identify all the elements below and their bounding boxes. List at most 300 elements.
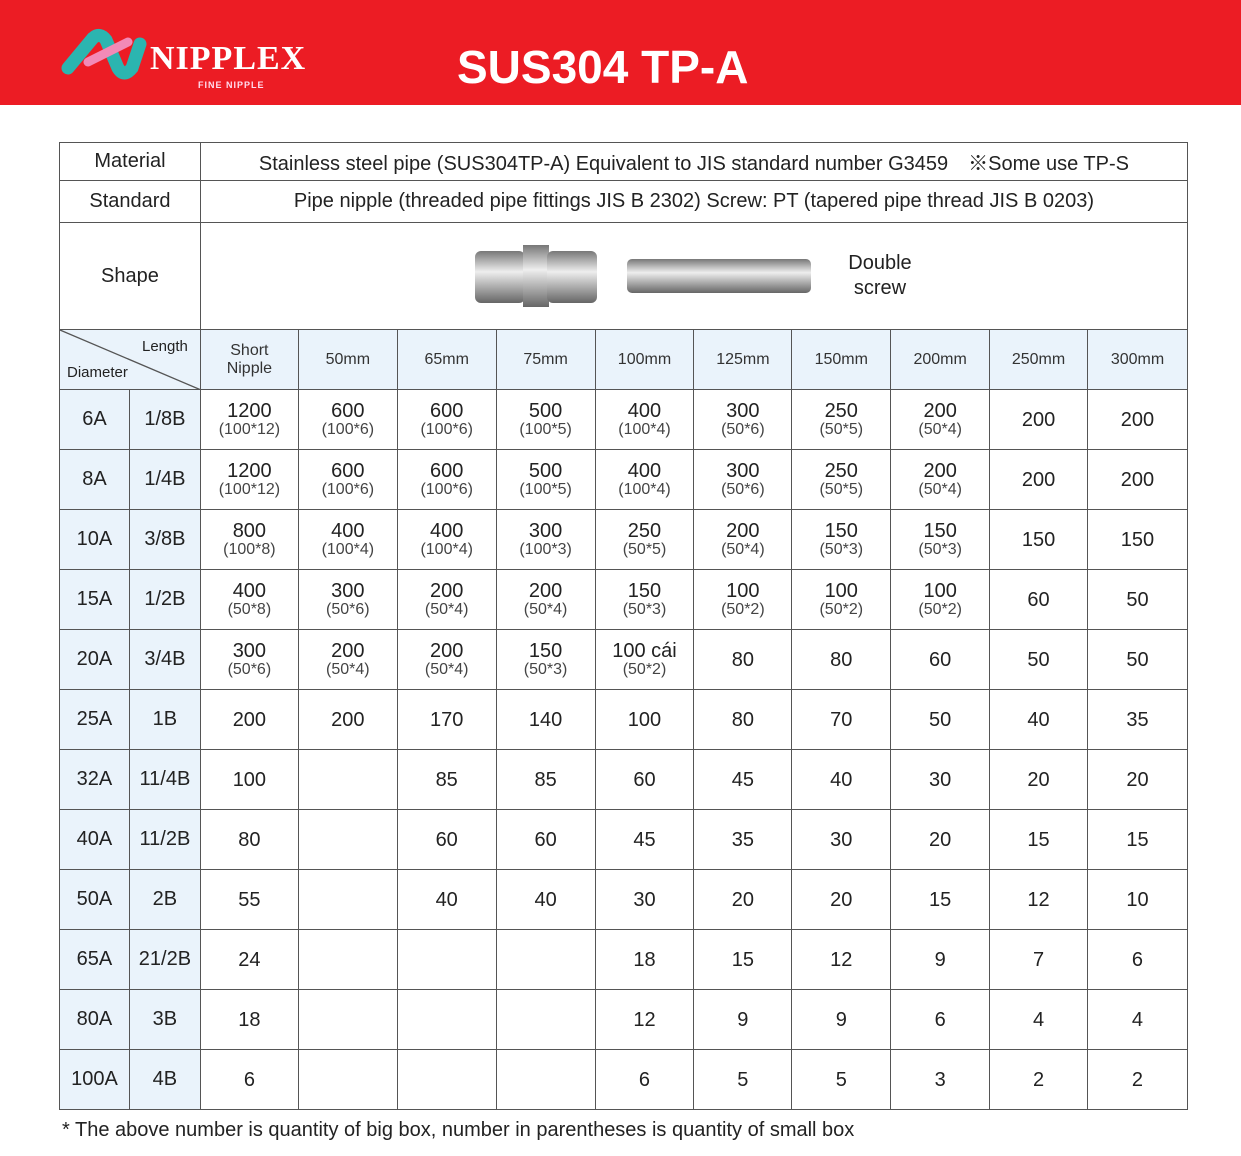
small-box-qty: (50*4) <box>918 480 962 498</box>
big-box-qty: 15 <box>1027 828 1050 851</box>
quantity-cell <box>595 750 694 810</box>
quantity-cell <box>792 990 891 1050</box>
small-box-qty: (50*3) <box>523 660 568 678</box>
small-box-qty: (50*4) <box>523 600 568 618</box>
quantity-cell <box>792 630 891 690</box>
big-box-qty: 100 <box>627 708 662 731</box>
big-box-qty: 20 <box>1027 768 1050 791</box>
quantity-cell <box>496 870 595 930</box>
table-row <box>60 630 1188 690</box>
quantity-cell <box>200 450 298 510</box>
quantity-cell <box>595 450 694 510</box>
big-box-qty: 200 <box>430 639 464 662</box>
big-box-qty: 500 <box>528 399 563 422</box>
quantity-cell <box>891 450 990 510</box>
quantity-cell <box>496 570 595 630</box>
quantity-cell <box>298 390 397 450</box>
quantity-cell <box>496 630 595 690</box>
diameter-b: 1/8B <box>129 390 200 450</box>
big-box-qty: 250 <box>627 519 662 542</box>
quantity-cell <box>891 930 990 990</box>
big-box-qty: 300 <box>726 399 760 422</box>
header-banner <box>0 0 1241 105</box>
brand-tagline: FINE NIPPLE <box>198 80 265 90</box>
quantity-cell <box>595 870 694 930</box>
big-box-qty: 800 <box>232 519 267 542</box>
big-box-qty: 20 <box>731 888 754 911</box>
big-box-qty: 300 <box>232 639 267 662</box>
quantity-cell <box>595 390 694 450</box>
quantity-cell <box>496 1050 595 1110</box>
quantity-cell <box>200 870 298 930</box>
quantity-cell <box>595 810 694 870</box>
big-box-qty: 600 <box>430 399 464 422</box>
quantity-cell <box>694 450 792 510</box>
quantity-cell <box>496 750 595 810</box>
quantity-cell <box>200 810 298 870</box>
quantity-cell <box>397 810 496 870</box>
table-row <box>60 690 1188 750</box>
small-box-qty: (50*6) <box>721 480 765 498</box>
column-header: 50mm <box>298 330 397 390</box>
quantity-cell <box>1087 630 1187 690</box>
big-box-qty: 80 <box>731 708 754 731</box>
small-box-qty: (50*2) <box>622 660 667 678</box>
diameter-b: 4B <box>129 1050 200 1110</box>
quantity-cell <box>891 990 990 1050</box>
diameter-a: 65A <box>60 930 130 990</box>
quantity-cell <box>397 1050 496 1110</box>
quantity-cell <box>990 570 1088 630</box>
big-box-qty: 140 <box>528 708 563 731</box>
quantity-cell <box>694 570 792 630</box>
table-row <box>60 990 1188 1050</box>
quantity-cell <box>496 390 595 450</box>
small-box-qty: (50*6) <box>721 420 765 438</box>
spec-table <box>59 142 1188 1110</box>
column-header: 200mm <box>891 330 990 390</box>
diameter-a: 40A <box>60 810 130 870</box>
big-box-qty: 200 <box>1021 408 1056 431</box>
small-box-qty: (100*8) <box>223 540 276 558</box>
big-box-qty: 250 <box>824 399 858 422</box>
quantity-cell <box>496 930 595 990</box>
brand-name: NIPPLEX <box>150 40 307 77</box>
small-box-qty: (50*4) <box>326 660 370 678</box>
material-value: Stainless steel pipe (SUS304TP-A) Equivalent to JIS standard number G3459 ※Some use TP-S <box>200 143 1187 181</box>
big-box-qty: 200 <box>923 399 957 422</box>
long-nipple-image <box>625 253 813 299</box>
quantity-cell <box>792 750 891 810</box>
quantity-cell <box>990 1050 1088 1110</box>
big-box-qty: 40 <box>1027 708 1050 731</box>
big-box-qty: 80 <box>830 648 853 671</box>
big-box-qty: 300 <box>528 519 563 542</box>
quantity-cell <box>200 510 298 570</box>
small-box-qty: (100*6) <box>321 480 375 498</box>
quantity-cell <box>891 1050 990 1110</box>
quantity-cell <box>298 630 397 690</box>
quantity-cell <box>200 930 298 990</box>
small-box-qty: (50*4) <box>424 660 469 678</box>
column-header: 250mm <box>990 330 1088 390</box>
quantity-cell <box>990 870 1088 930</box>
big-box-qty: 170 <box>430 708 464 731</box>
small-box-qty: (50*2) <box>918 600 962 618</box>
big-box-qty: 200 <box>331 639 365 662</box>
diameter-b: 1B <box>129 690 200 750</box>
quantity-cell <box>792 690 891 750</box>
standard-row <box>60 181 1188 223</box>
quantity-cell <box>200 630 298 690</box>
big-box-qty: 6 <box>243 1068 255 1091</box>
quantity-cell <box>595 630 694 690</box>
column-header-row <box>60 330 1188 390</box>
quantity-cell <box>990 810 1088 870</box>
quantity-cell <box>990 450 1088 510</box>
big-box-qty: 45 <box>633 828 656 851</box>
column-header: 75mm <box>496 330 595 390</box>
diameter-a: 15A <box>60 570 130 630</box>
quantity-cell <box>397 570 496 630</box>
diameter-b: 1/2B <box>129 570 200 630</box>
quantity-cell <box>694 630 792 690</box>
big-box-qty: 24 <box>238 948 261 971</box>
column-header: 150mm <box>792 330 891 390</box>
small-box-qty: (100*4) <box>420 540 473 558</box>
big-box-qty: 1200 <box>227 399 272 422</box>
small-box-qty: (50*2) <box>819 600 864 618</box>
big-box-qty: 400 <box>331 519 365 542</box>
small-box-qty: (50*6) <box>227 660 272 678</box>
big-box-qty: 6 <box>638 1068 651 1091</box>
quantity-cell <box>694 1050 792 1110</box>
big-box-qty: 3 <box>934 1068 946 1091</box>
quantity-cell <box>397 930 496 990</box>
shape-cell <box>200 223 1187 330</box>
quantity-cell <box>397 390 496 450</box>
big-box-qty: 40 <box>534 888 557 911</box>
big-box-qty: 80 <box>731 648 754 671</box>
small-box-qty: (100*12) <box>218 420 281 438</box>
small-box-qty: (50*5) <box>819 420 864 438</box>
big-box-qty: 200 <box>1021 468 1056 491</box>
diameter-a: 8A <box>60 450 130 510</box>
quantity-cell <box>397 990 496 1050</box>
diameter-a: 32A <box>60 750 130 810</box>
quantity-cell <box>1087 990 1187 1050</box>
big-box-qty: 50 <box>1027 648 1050 671</box>
diameter-b: 11/4B <box>129 750 200 810</box>
column-header: 65mm <box>397 330 496 390</box>
standard-label: Standard <box>60 181 201 223</box>
quantity-cell <box>1087 1050 1187 1110</box>
big-box-qty: 150 <box>1120 528 1155 551</box>
table-row <box>60 810 1188 870</box>
quantity-cell <box>1087 930 1187 990</box>
small-box-qty: (100*5) <box>519 420 572 438</box>
standard-value: Pipe nipple (threaded pipe fittings JIS B 2302) Screw: PT (tapered pipe thread JIS B 0203) <box>200 181 1187 223</box>
material-label: Material <box>60 143 201 181</box>
quantity-cell <box>694 930 792 990</box>
small-box-qty: (50*6) <box>326 600 370 618</box>
big-box-qty: 40 <box>830 768 853 791</box>
shape-caption: Double screw <box>848 252 912 299</box>
quantity-cell <box>298 450 397 510</box>
small-box-qty: (100*5) <box>519 480 572 498</box>
diameter-a: 100A <box>60 1050 130 1110</box>
small-box-qty: (50*4) <box>918 420 962 438</box>
big-box-qty: 200 <box>923 459 957 482</box>
quantity-cell <box>595 570 694 630</box>
quantity-cell <box>298 570 397 630</box>
small-box-qty: (50*5) <box>622 540 667 558</box>
diameter-a: 80A <box>60 990 130 1050</box>
big-box-qty: 60 <box>534 828 557 851</box>
quantity-cell <box>990 990 1088 1050</box>
small-box-qty: (50*4) <box>721 540 765 558</box>
big-box-qty: 30 <box>830 828 853 851</box>
big-box-qty: 9 <box>934 948 946 971</box>
quantity-cell <box>595 990 694 1050</box>
diameter-b: 21/2B <box>129 930 200 990</box>
shape-row <box>60 223 1188 330</box>
small-box-qty: (100*3) <box>519 540 572 558</box>
big-box-qty: 500 <box>528 459 563 482</box>
small-box-qty: (50*8) <box>227 600 272 618</box>
quantity-cell <box>595 690 694 750</box>
column-header: 100mm <box>595 330 694 390</box>
material-row <box>60 143 1188 181</box>
quantity-cell <box>792 450 891 510</box>
big-box-qty: 40 <box>435 888 458 911</box>
quantity-cell <box>990 690 1088 750</box>
big-box-qty: 200 <box>232 708 267 731</box>
small-box-qty: (50*2) <box>721 600 765 618</box>
quantity-cell <box>990 510 1088 570</box>
big-box-qty: 60 <box>929 648 952 671</box>
big-box-qty: 4 <box>1032 1008 1045 1031</box>
big-box-qty: 1200 <box>227 459 272 482</box>
page-title: SUS304 TP-A <box>457 41 749 93</box>
nipplex-logo <box>58 28 328 92</box>
quantity-cell <box>397 750 496 810</box>
small-box-qty: (100*4) <box>618 420 671 438</box>
big-box-qty: 55 <box>238 888 261 911</box>
big-box-qty: 85 <box>435 768 458 791</box>
small-box-qty: (50*3) <box>918 540 962 558</box>
big-box-qty: 18 <box>633 948 656 971</box>
quantity-cell <box>200 390 298 450</box>
diameter-b: 1/4B <box>129 450 200 510</box>
small-box-qty: (100*4) <box>618 480 671 498</box>
big-box-qty: 5 <box>835 1068 847 1091</box>
footnote: * The above number is quantity of big box, number in parentheses is quantity of small box <box>62 1119 855 1141</box>
small-box-qty: (100*6) <box>420 420 473 438</box>
quantity-cell <box>891 390 990 450</box>
small-box-qty: (50*4) <box>424 600 469 618</box>
quantity-cell <box>200 990 298 1050</box>
quantity-cell <box>990 930 1088 990</box>
big-box-qty: 200 <box>528 579 563 602</box>
quantity-cell <box>891 510 990 570</box>
quantity-cell <box>891 630 990 690</box>
quantity-cell <box>694 390 792 450</box>
big-box-qty: 5 <box>737 1068 749 1091</box>
quantity-cell <box>496 450 595 510</box>
quantity-cell <box>496 690 595 750</box>
table-row <box>60 570 1188 630</box>
big-box-qty: 200 <box>331 708 365 731</box>
big-box-qty: 15 <box>731 948 754 971</box>
big-box-qty: 150 <box>528 639 563 662</box>
quantity-cell <box>397 450 496 510</box>
diameter-b: 3B <box>129 990 200 1050</box>
diameter-a: 10A <box>60 510 130 570</box>
quantity-cell <box>595 510 694 570</box>
big-box-qty: 20 <box>1126 768 1149 791</box>
table-row <box>60 510 1188 570</box>
big-box-qty: 20 <box>929 828 952 851</box>
big-box-qty: 150 <box>1021 528 1056 551</box>
quantity-cell <box>595 930 694 990</box>
quantity-cell <box>792 870 891 930</box>
short-nipple-image <box>473 241 598 311</box>
big-box-qty: 100 cái <box>612 639 677 662</box>
length-label: Length <box>142 338 188 355</box>
quantity-cell <box>200 1050 298 1110</box>
big-box-qty: 9 <box>835 1008 847 1031</box>
quantity-cell <box>792 1050 891 1110</box>
big-box-qty: 200 <box>726 519 760 542</box>
big-box-qty: 15 <box>1126 828 1149 851</box>
quantity-cell <box>298 810 397 870</box>
quantity-cell <box>298 510 397 570</box>
big-box-qty: 12 <box>633 1008 656 1031</box>
big-box-qty: 400 <box>232 579 267 602</box>
quantity-cell <box>1087 870 1187 930</box>
quantity-cell <box>891 570 990 630</box>
big-box-qty: 70 <box>830 708 853 731</box>
big-box-qty: 6 <box>934 1008 946 1031</box>
quantity-cell <box>990 750 1088 810</box>
big-box-qty: 2 <box>1131 1068 1144 1091</box>
big-box-qty: 200 <box>1120 408 1155 431</box>
big-box-qty: 100 <box>232 768 267 791</box>
big-box-qty: 60 <box>1027 588 1050 611</box>
small-box-qty: (50*5) <box>819 480 864 498</box>
big-box-qty: 200 <box>1120 468 1155 491</box>
quantity-cell <box>792 810 891 870</box>
big-box-qty: 100 <box>923 579 957 602</box>
quantity-cell <box>891 810 990 870</box>
logo-mark-icon <box>58 28 148 84</box>
small-box-qty: (50*3) <box>819 540 864 558</box>
quantity-cell <box>694 870 792 930</box>
big-box-qty: 100 <box>824 579 858 602</box>
quantity-cell <box>694 510 792 570</box>
quantity-cell <box>990 390 1088 450</box>
table-row <box>60 1050 1188 1110</box>
big-box-qty: 12 <box>830 948 853 971</box>
quantity-cell <box>298 750 397 810</box>
big-box-qty: 80 <box>238 828 261 851</box>
quantity-cell <box>298 870 397 930</box>
big-box-qty: 60 <box>633 768 656 791</box>
big-box-qty: 600 <box>331 399 365 422</box>
big-box-qty: 20 <box>830 888 853 911</box>
big-box-qty: 6 <box>1131 948 1144 971</box>
big-box-qty: 150 <box>824 519 858 542</box>
column-header: Short Nipple <box>200 330 298 390</box>
quantity-cell <box>298 690 397 750</box>
quantity-cell <box>397 870 496 930</box>
quantity-cell <box>200 690 298 750</box>
big-box-qty: 50 <box>1126 648 1149 671</box>
big-box-qty: 200 <box>430 579 464 602</box>
quantity-cell <box>891 750 990 810</box>
big-box-qty: 12 <box>1027 888 1050 911</box>
quantity-cell <box>298 990 397 1050</box>
quantity-cell <box>1087 390 1187 450</box>
diameter-b: 2B <box>129 870 200 930</box>
big-box-qty: 45 <box>731 768 754 791</box>
quantity-cell <box>694 810 792 870</box>
quantity-cell <box>397 510 496 570</box>
big-box-qty: 50 <box>1126 588 1149 611</box>
small-box-qty: (100*4) <box>321 540 375 558</box>
quantity-cell <box>595 1050 694 1110</box>
quantity-cell <box>792 510 891 570</box>
big-box-qty: 60 <box>435 828 458 851</box>
big-box-qty: 250 <box>824 459 858 482</box>
quantity-cell <box>200 750 298 810</box>
quantity-cell <box>792 390 891 450</box>
column-header: 125mm <box>694 330 792 390</box>
small-box-qty: (100*6) <box>420 480 473 498</box>
diameter-a: 50A <box>60 870 130 930</box>
table-row <box>60 750 1188 810</box>
quantity-cell <box>298 1050 397 1110</box>
small-box-qty: (100*6) <box>321 420 375 438</box>
quantity-cell <box>1087 450 1187 510</box>
quantity-cell <box>1087 570 1187 630</box>
shape-label: Shape <box>60 223 201 330</box>
big-box-qty: 30 <box>929 768 952 791</box>
big-box-qty: 35 <box>731 828 754 851</box>
big-box-qty: 400 <box>430 519 464 542</box>
big-box-qty: 300 <box>726 459 760 482</box>
diameter-a: 20A <box>60 630 130 690</box>
big-box-qty: 15 <box>929 888 952 911</box>
big-box-qty: 150 <box>627 579 662 602</box>
diameter-a: 6A <box>60 390 130 450</box>
quantity-cell <box>1087 750 1187 810</box>
diameter-label: Diameter <box>67 364 128 381</box>
quantity-cell <box>990 630 1088 690</box>
quantity-cell <box>891 870 990 930</box>
big-box-qty: 150 <box>923 519 957 542</box>
big-box-qty: 600 <box>430 459 464 482</box>
column-header: 300mm <box>1087 330 1187 390</box>
quantity-cell <box>496 990 595 1050</box>
diameter-b: 3/8B <box>129 510 200 570</box>
big-box-qty: 400 <box>627 399 662 422</box>
diameter-b: 3/4B <box>129 630 200 690</box>
big-box-qty: 2 <box>1032 1068 1045 1091</box>
quantity-cell <box>298 930 397 990</box>
diagonal-header <box>60 330 201 390</box>
